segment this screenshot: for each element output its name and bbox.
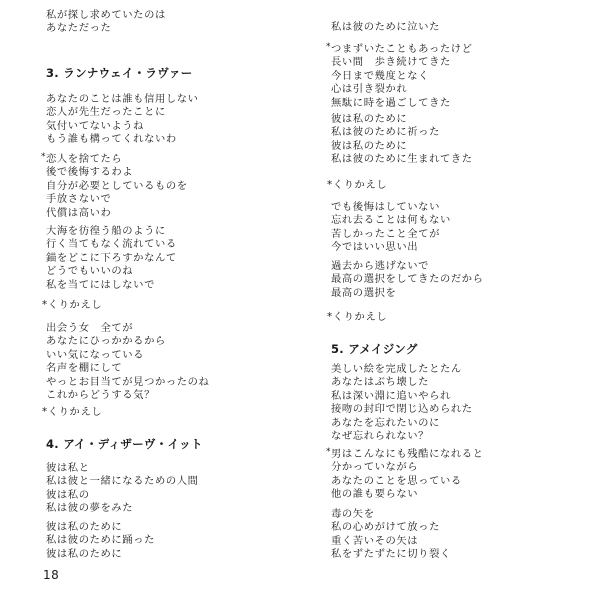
- lyric-line: どうでもいいのね: [46, 265, 134, 278]
- lyric-line: 自分が必要としているものを: [46, 179, 188, 192]
- repeat-marker: *くりかえし: [42, 299, 103, 311]
- lyric-line: 手放さないで: [46, 193, 112, 206]
- lyric-line: 大海を彷徨う船のように: [46, 225, 166, 237]
- right-stanza-4: [331, 201, 451, 255]
- lyric-line: 男はこんなにも残酷になれると: [331, 448, 484, 460]
- lyric-line: 私は彼のために祈った: [331, 126, 440, 139]
- continued-stanza: [331, 21, 440, 34]
- lyric-line: 後で後悔するわよ: [46, 166, 134, 179]
- song-4-title: 4. アイ・ディザーヴ・イット: [46, 437, 203, 451]
- lyric-line: 忘れ去ることは何もない: [331, 214, 451, 227]
- lyric-line: あなただった: [46, 22, 112, 35]
- lyric-line: 無駄に時を過ごしてきた: [331, 96, 451, 109]
- song-3-title: 3. ランナウェイ・ラヴァー: [46, 66, 193, 80]
- lyric-line: 私は彼のために踊った: [46, 534, 155, 547]
- song-5-title: 5. アメイジング: [331, 342, 418, 356]
- lyric-line: 分かっていながら: [331, 461, 419, 474]
- song-5-stanza-1: [331, 363, 473, 443]
- lyric-line: 行く当てもなく流れている: [46, 238, 177, 251]
- repeat-marker: *くりかえし: [327, 179, 388, 191]
- lyric-line: 私は彼の夢をみた: [46, 502, 134, 515]
- lyric-line: 私は彼のために泣いた: [331, 21, 440, 33]
- right-stanza-2-lines: [331, 43, 473, 110]
- lyric-line: あなたはぶち壊した: [331, 376, 430, 389]
- lyric-line: 最高の選択を: [331, 286, 397, 299]
- lyric-line: 気付いてないようね: [46, 119, 145, 132]
- lyric-line: 彼は私のために: [46, 547, 123, 560]
- lyric-line: 私が探し求めていたのは: [46, 9, 166, 21]
- chorus-marker: *: [326, 447, 331, 457]
- lyric-line: 毒の矢を: [331, 508, 375, 520]
- lyric-line: 代償は高いわ: [46, 206, 112, 219]
- song-4-stanza-2: [46, 521, 155, 561]
- lyric-line: あなたにひっかかるから: [46, 335, 166, 348]
- lyric-line: 私を当てにはしないで: [46, 278, 155, 291]
- song-4-stanza-1: [46, 462, 199, 516]
- lyric-line: 彼は私と: [46, 462, 90, 474]
- lyric-line: 心は引き裂かれ: [331, 83, 408, 96]
- lyric-line: 美しい絵を完成したとたん: [331, 363, 462, 375]
- song-5-stanza-2: [326, 447, 484, 502]
- intro-stanza: [46, 9, 166, 36]
- lyric-line: あなたを忘れたいのに: [331, 416, 440, 429]
- right-stanza-3: [331, 113, 473, 167]
- lyric-line: 彼は私のために: [331, 113, 408, 125]
- lyric-line: 私は深い淵に追いやられ: [331, 389, 451, 402]
- repeat-marker: *くりかえし: [327, 311, 388, 323]
- lyric-line: 今日まで幾度となく: [331, 69, 430, 82]
- song-3-stanza-1: [46, 93, 199, 147]
- lyric-line: 接吻の封印で閉じ込められた: [331, 403, 473, 416]
- lyric-line: 苦しかったこと全てが: [331, 227, 440, 240]
- page-number: 18: [43, 568, 60, 582]
- lyric-line: なぜ忘れられない？: [331, 430, 430, 443]
- lyric-line: もう誰も構ってくれないわ: [46, 133, 177, 146]
- lyric-line: 私をずたずたに切り裂く: [331, 548, 451, 561]
- lyric-line: いい気になっている: [46, 348, 145, 361]
- lyric-line: でも後悔はしていない: [331, 201, 440, 213]
- lyric-line: 過去から逃げないで: [331, 260, 430, 272]
- repeat-marker: *くりかえし: [42, 406, 103, 418]
- lyric-line: 名声を棚にして: [46, 362, 123, 375]
- lyric-line: あなたのことを思っている: [331, 474, 462, 487]
- lyric-line: 重く苦いその矢は: [331, 534, 419, 547]
- lyric-line: 彼は私の: [46, 488, 90, 501]
- lyric-line: 他の誰も要らない: [331, 488, 419, 501]
- lyric-line: 出会う女 全てが: [46, 322, 134, 334]
- lyric-line: 恋人を捨てたら: [46, 153, 123, 165]
- lyric-line: やっとお目当てが見つかったのね: [46, 375, 210, 388]
- lyric-line: 私の心めがけて放った: [331, 521, 440, 534]
- lyric-line: 彼は私のために: [331, 139, 408, 152]
- chorus-marker: *: [41, 152, 46, 162]
- song-3-stanza-4: [46, 322, 209, 402]
- right-stanza-5: [331, 260, 484, 300]
- song-3-stanza-3: [46, 225, 177, 292]
- lyric-line: 恋人が先生だったことに: [46, 106, 166, 119]
- lyric-line: 錨をどこに下ろすかなんて: [46, 251, 177, 264]
- lyric-line: 私は彼のために生まれてきた: [331, 153, 473, 166]
- chorus-marker: *: [326, 42, 331, 52]
- lyric-line: 彼は私のために: [46, 521, 123, 533]
- lyric-line: 私は彼と一緒になるための人間: [46, 475, 199, 488]
- lyric-line: これからどうする気？: [46, 389, 155, 402]
- lyric-line: 最高の選択をしてきたのだから: [331, 273, 484, 286]
- lyric-line: つまずいたこともあったけど: [331, 43, 473, 55]
- lyric-line: 長い間 歩き続けてきた: [331, 56, 451, 69]
- lyric-line: 今ではいい思い出: [331, 241, 419, 254]
- song-5-stanza-3: [331, 508, 451, 562]
- right-stanza-2: [326, 42, 473, 110]
- song-3-stanza-2: [41, 152, 188, 220]
- song-5-stanza-2-lines: [331, 448, 484, 502]
- lyric-line: あなたのことは誰も信用しない: [46, 93, 199, 105]
- song-3-stanza-2-lines: [46, 153, 188, 220]
